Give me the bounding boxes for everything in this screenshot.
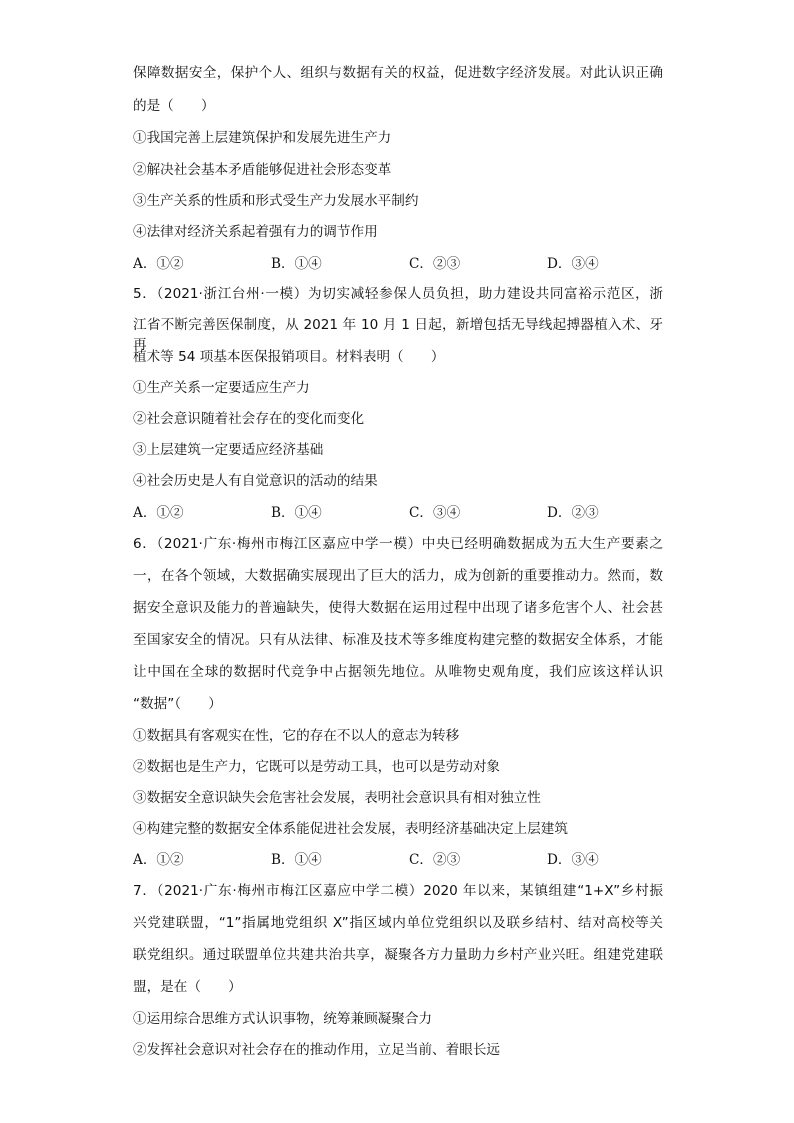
q6-stem-line-4: 至国家安全的情况。只有从法律、标准及技术等多维度构建完整的数据安全体系，才能 — [133, 632, 663, 648]
q5-stem-line-2: 江省不断完善医保制度，从 2021 年 10 月 1 日起，新增包括无导线起搏器植入术、牙再 — [133, 317, 663, 353]
q6-item-3: ③数据安全意识缺失会危害社会发展，表明社会意识具有相对独立性 — [133, 790, 541, 806]
q4-item-1: ①我国完善上层建筑保护和发展先进生产力 — [133, 130, 392, 146]
q5-item-4: ④社会历史是人有自觉意识的活动的结果 — [133, 473, 378, 489]
q4-stem-line-1: 保障数据安全，保护个人、组织与数据有关的权益，促进数字经济发展。对此认识正确 — [133, 65, 663, 81]
q6-item-1: ①数据具有客观实在性，它的存在不以人的意志为转移 — [133, 728, 460, 744]
q5-stem-line-3: 植术等 54 项基本医保报销项目。材料表明（ ） — [133, 349, 445, 365]
q7-stem-line-1: 7．（2021·广东·梅州市梅江区嘉应中学二模）2020 年以来，某镇组建“1+X”乡村振 — [133, 883, 663, 899]
q4-item-2: ②解决社会基本矛盾能够促进社会形态变革 — [133, 162, 392, 178]
q4-stem-line-2: 的是（ ） — [133, 98, 215, 114]
q5-option-a: A．①② — [133, 505, 184, 521]
q4-option-d: D．③④ — [547, 256, 599, 272]
q7-stem-line-4: 盟，是在（ ） — [133, 979, 242, 995]
q6-option-d: D．③④ — [547, 852, 599, 868]
q6-stem-line-6: “数据”（ ） — [133, 696, 222, 712]
q6-option-a: A．①② — [133, 852, 184, 868]
q6-item-4: ④构建完整的数据安全体系能促进社会发展，表明经济基础决定上层建筑 — [133, 821, 568, 837]
q5-stem-line-1: 5．（2021·浙江台州·一模）为切实减轻参保人员负担，助力建设共同富裕示范区，浙 — [133, 286, 663, 302]
q6-option-c: C．②③ — [409, 852, 461, 868]
q6-options — [133, 850, 663, 870]
q6-option-b: B．①④ — [271, 852, 322, 868]
q4-item-4: ④法律对经济关系起着强有力的调节作用 — [133, 224, 378, 240]
q6-stem-line-3: 据安全意识及能力的普遍缺失，使得大数据在运用过程中出现了诸多危害个人、社会甚 — [133, 600, 663, 616]
q7-stem-line-3: 联党组织。通过联盟单位共建共治共享，凝聚各方力量助力乡村产业兴旺。组建党建联 — [133, 947, 663, 963]
q5-item-2: ②社会意识随着社会存在的变化而变化 — [133, 411, 365, 427]
q7-item-2: ②发挥社会意识对社会存在的推动作用，立足当前、着眼长远 — [133, 1042, 501, 1058]
q5-option-b: B．①④ — [271, 505, 322, 521]
q6-stem-line-5: 让中国在全球的数据时代竞争中占据领先地位。从唯物史观角度，我们应该这样认识 — [133, 664, 663, 680]
q4-options — [133, 254, 663, 274]
q7-stem-line-2: 兴党建联盟，“1”指属地党组织 X”指区域内单位党组织以及联乡结村、结对高校等关 — [133, 915, 663, 931]
q6-item-2: ②数据也是生产力，它既可以是劳动工具，也可以是劳动对象 — [133, 759, 501, 775]
q5-item-3: ③上层建筑一定要适应经济基础 — [133, 442, 324, 458]
q7-item-1: ①运用综合思维方式认识事物，统筹兼顾凝聚合力 — [133, 1011, 433, 1027]
q5-item-1: ①生产关系一定要适应生产力 — [133, 380, 310, 396]
q4-option-c: C．②③ — [409, 256, 461, 272]
q6-stem-line-1: 6．（2021·广东·梅州市梅江区嘉应中学一模）中央已经明确数据成为五大生产要素之 — [133, 536, 663, 552]
q4-option-b: B．①④ — [271, 256, 322, 272]
q6-stem-line-2: 一，在各个领域，大数据确实展现出了巨大的活力，成为创新的重要推动力。然而，数 — [133, 568, 663, 584]
q4-option-a: A．①② — [133, 256, 184, 272]
q5-option-d: D．②③ — [547, 505, 599, 521]
q5-options — [133, 503, 663, 523]
q4-item-3: ③生产关系的性质和形式受生产力发展水平制约 — [133, 193, 419, 209]
q5-option-c: C．③④ — [409, 505, 461, 521]
